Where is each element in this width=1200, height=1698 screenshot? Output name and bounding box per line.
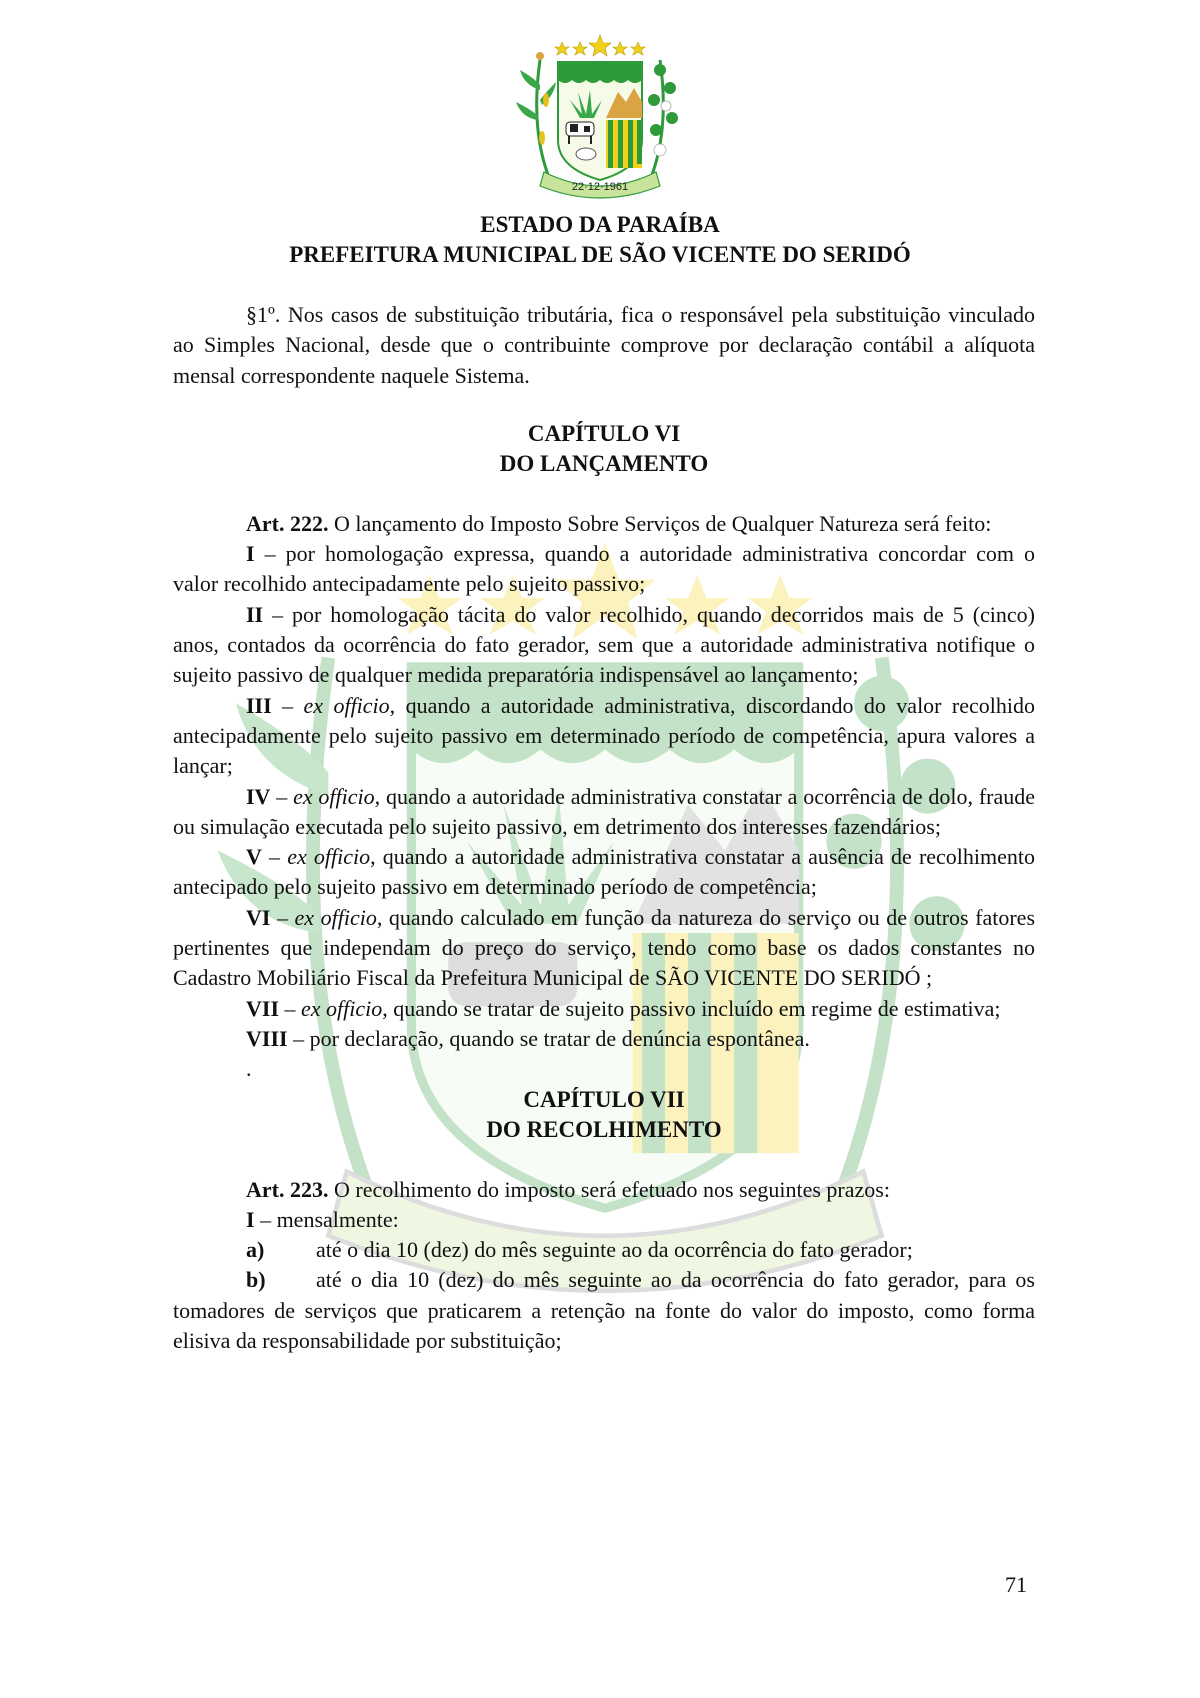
item-dash: –: [287, 1025, 310, 1051]
item-text: por homologação tácita do valor recolhido, quando decorridos mais de 5 (cinco) anos, contados da ocorrência do fato gerador, sem que a autoridade administrativa notifique o sujeito passivo de qualquer medida preparatória indispensável ao lançamento;: [173, 601, 1035, 688]
art222-item-VII: [173, 994, 1035, 1024]
item-text: , quando se tratar de sujeito passivo incluído em regime de estimativa;: [382, 995, 1001, 1021]
item-number: V: [246, 844, 262, 870]
item-dash: –: [279, 995, 302, 1021]
art222-item-III: [173, 691, 1035, 782]
art223-item-I: [173, 1205, 1035, 1235]
item-text: , quando calculado em função da natureza do serviço ou de outros fatores pertinentes que independam do preço do serviço, tendo como base os dados constantes no Cadastro Mobiliário Fiscal da Prefeitura Municipal de SÃO VICENTE DO SERIDÓ ;: [173, 904, 1036, 991]
chapter-7-title: DO RECOLHIMENTO: [486, 1116, 722, 1142]
subitem-text: até o dia 10 (dez) do mês seguinte ao da ocorrência do fato gerador, para os tomadores de serviços que praticarem a retenção na fonte do valor do imposto, como forma elisiva da responsabilidade por substituição;: [173, 1267, 1035, 1354]
document-body: [173, 300, 1035, 1356]
item-number: III: [246, 692, 272, 718]
item-number: VIII: [246, 1025, 288, 1051]
item-text: , quando a autoridade administrativa constatar a ausência de recolhimento antecipado pelo sujeito passivo em determinado período de competência;: [173, 844, 1036, 900]
item-text: por homologação expressa, quando a autoridade administrativa concordar com o valor recolhido antecipadamente pelo sujeito passivo;: [173, 541, 1036, 597]
item-text: , quando a autoridade administrativa, discordando do valor recolhido antecipadamente pelo sujeito passivo em determinado período de competência, apura valores a lançar;: [173, 692, 1035, 779]
document-header: [0, 210, 1200, 270]
item-text: por declaração, quando se tratar de denúncia espontânea.: [309, 1025, 810, 1051]
art223-subitem-a: [173, 1235, 1035, 1265]
item-number: I: [246, 1206, 255, 1232]
page-number: 71: [1005, 1572, 1027, 1597]
article-223: [173, 1175, 1035, 1205]
item-dash: –: [270, 904, 295, 930]
item-latin-term: ex officio: [294, 904, 377, 930]
item-dash: –: [270, 783, 294, 809]
article-222-label: Art. 222.: [246, 510, 329, 536]
item-text: – mensalmente:: [254, 1206, 399, 1232]
item-dash: –: [261, 844, 288, 870]
item-number: VI: [246, 904, 271, 930]
item-dash: –: [263, 601, 293, 627]
article-222-text: O lançamento do Imposto Sobre Serviços de Qualquer Natureza será feito:: [328, 510, 992, 536]
art222-item-I: [173, 539, 1035, 600]
crest-date: 22·12·1961: [571, 181, 629, 193]
article-223-label: Art. 223.: [246, 1176, 329, 1202]
municipality-title: PREFEITURA MUNICIPAL DE SÃO VICENTE DO SERIDÓ: [289, 242, 911, 267]
state-title: ESTADO DA PARAÍBA: [480, 212, 720, 237]
subitem-label: b): [246, 1267, 266, 1293]
item-latin-term: ex officio: [301, 995, 383, 1021]
art222-item-IV: [173, 782, 1035, 843]
art222-item-V: [173, 842, 1035, 903]
paragraph-1: §1º. Nos casos de substituição tributária, fica o responsável pela substituição vinculado ao Simples Nacional, desde que o contribuinte comprove por declaração contábil a alíquota mensal correspondente naquele Sistema.: [173, 302, 1035, 388]
item-number: VII: [246, 995, 280, 1021]
art222-item-VIII: [173, 1024, 1035, 1054]
item-number: II: [246, 601, 264, 627]
item-latin-term: ex officio: [303, 692, 390, 718]
subitem-label: a): [246, 1237, 265, 1263]
coat-of-arms-icon: [510, 30, 690, 200]
item-number: IV: [246, 783, 271, 809]
item-number: I: [246, 541, 255, 567]
art222-item-II: [173, 600, 1035, 691]
art222-item-VI: [173, 903, 1035, 994]
chapter-7-number: CAPÍTULO VII: [523, 1086, 685, 1112]
chapter-6-number: CAPÍTULO VI: [527, 420, 681, 446]
article-223-text: O recolhimento do imposto será efetuado nos seguintes prazos:: [328, 1176, 890, 1202]
article-222: [173, 509, 1035, 539]
item-text: , quando a autoridade administrativa constatar a ocorrência de dolo, fraude ou simulação executada pelo sujeito passivo, em detrimento dos interesses fazendários;: [173, 783, 1035, 839]
chapter-6-title: DO LANÇAMENTO: [499, 450, 709, 476]
trailing-dot: .: [246, 1056, 252, 1082]
subitem-text: até o dia 10 (dez) do mês seguinte ao da ocorrência do fato gerador;: [316, 1237, 913, 1263]
item-latin-term: ex officio: [293, 783, 375, 809]
item-latin-term: ex officio: [287, 844, 371, 870]
item-dash: –: [271, 692, 304, 718]
art223-subitem-b: [173, 1265, 1035, 1356]
item-dash: –: [254, 541, 286, 567]
